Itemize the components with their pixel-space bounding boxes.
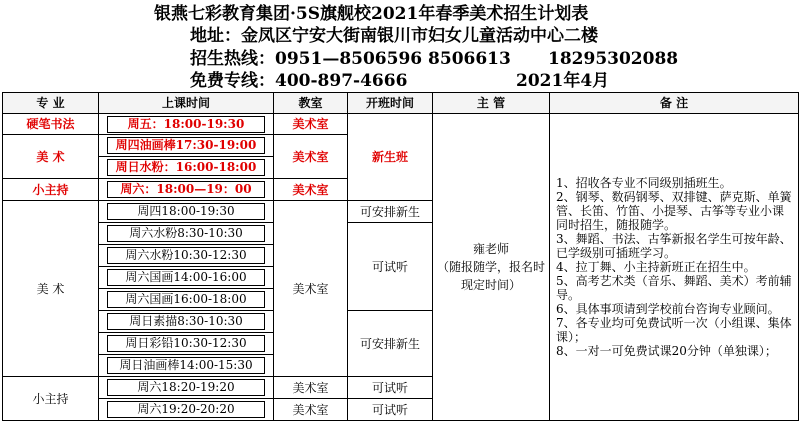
subject-cell: 小主持 (3, 179, 99, 201)
time-value: 周六18:20-19:20 (107, 379, 265, 396)
time-cell (99, 289, 274, 311)
hotline-line: 招生热线：0951—8506596 8506613 (190, 49, 511, 69)
status-cell: 可安排新生 (348, 311, 433, 377)
notes-cell (550, 114, 799, 421)
supervisor-cell: 雍老师 （随报随学，报名时现定时间） (433, 114, 550, 421)
column-header: 上课时间 (99, 93, 274, 114)
note-item: 1、招收各专业不同级别插班生。 (556, 176, 732, 190)
subject-cell: 美 术 (3, 135, 99, 179)
time-cell (99, 157, 274, 179)
column-header: 备 注 (550, 93, 799, 114)
room-cell: 美术室 (274, 135, 348, 179)
page-title: 银燕七彩教育集团·5S旗舰校2021年春季美术招生计划表 (154, 4, 589, 24)
note-item: 7、各专业均可免费试听一次（小组课、集体课）； (556, 316, 792, 344)
subject-cell: 硬笔书法 (3, 114, 99, 135)
time-value: 周五：18:00-19:30 (107, 116, 265, 133)
time-value: 周六国画16:00-18:00 (107, 291, 265, 308)
time-cell (99, 333, 274, 355)
page-header (0, 0, 800, 92)
table-header-row (3, 93, 799, 114)
address-line: 地址：金凤区宁安大街南银川市妇女儿童活动中心二楼 (190, 26, 598, 46)
room-cell: 美术室 (274, 377, 348, 399)
status-cell: 可试听 (348, 223, 433, 311)
note-item: 8、一对一可免费试课20分钟（单独课）； (556, 344, 777, 358)
time-value: 周日油画棒14:00-15:30 (107, 357, 265, 374)
room-cell: 美术室 (274, 201, 348, 377)
table-row (3, 114, 799, 135)
time-cell (99, 399, 274, 421)
time-value: 周六水粉8:30-10:30 (107, 225, 265, 242)
status-cell: 可试听 (348, 377, 433, 399)
subject-cell: 美 术 (3, 201, 99, 377)
time-cell (99, 135, 274, 157)
time-cell (99, 179, 274, 201)
time-value: 周六19:20-20:20 (107, 401, 265, 418)
time-cell (99, 267, 274, 289)
time-cell (99, 377, 274, 399)
note-item: 5、高考艺术类（音乐、舞蹈、美术）考前辅导。 (556, 274, 792, 302)
column-header: 主 管 (433, 93, 550, 114)
time-cell (99, 114, 274, 135)
new-class-cell: 新生班 (348, 114, 433, 201)
column-header: 专 业 (3, 93, 99, 114)
time-cell (99, 223, 274, 245)
subject-cell: 小主持 (3, 377, 99, 421)
time-cell (99, 355, 274, 377)
room-cell: 美术室 (274, 114, 348, 135)
time-value: 周六水粉10:30-12:30 (107, 247, 265, 264)
time-value: 周日素描8:30-10:30 (107, 313, 265, 330)
time-value: 周四油画棒17:30-19:00 (107, 137, 265, 154)
status-cell: 可安排新生 (348, 201, 433, 223)
time-cell (99, 245, 274, 267)
time-value: 周四18:00-19:30 (107, 203, 265, 220)
time-cell (99, 201, 274, 223)
column-header: 开班时间 (348, 93, 433, 114)
room-cell: 美术室 (274, 179, 348, 201)
time-cell (99, 311, 274, 333)
time-value: 周日彩铅10:30-12:30 (107, 335, 265, 352)
column-header: 教室 (274, 93, 348, 114)
note-item: 3、舞蹈、书法、古筝新报名学生可按年龄、已学级别可插班学习。 (556, 232, 792, 260)
schedule-table (2, 92, 799, 421)
date-line: 2021年4月 (516, 71, 610, 91)
hotline-mobile: 18295302088 (548, 49, 679, 69)
note-item: 6、具体事项请到学校前台咨询专业顾问。 (556, 302, 780, 316)
note-item: 2、钢琴、数码钢琴、双排键、萨克斯、单簧管、长笛、竹笛、小提琴、古筝等专业小课同时招生，随报随学。 (556, 190, 792, 232)
note-item: 4、拉丁舞、小主持新班正在招生中。 (556, 260, 756, 274)
time-value: 周六：18:00—19：00 (107, 181, 265, 198)
room-cell: 美术室 (274, 399, 348, 421)
time-value: 周六国画14:00-16:00 (107, 269, 265, 286)
status-cell: 可试听 (348, 399, 433, 421)
free-line: 免费专线：400-897-4666 (190, 71, 408, 91)
time-value: 周日水粉：16:00-18:00 (107, 159, 265, 176)
